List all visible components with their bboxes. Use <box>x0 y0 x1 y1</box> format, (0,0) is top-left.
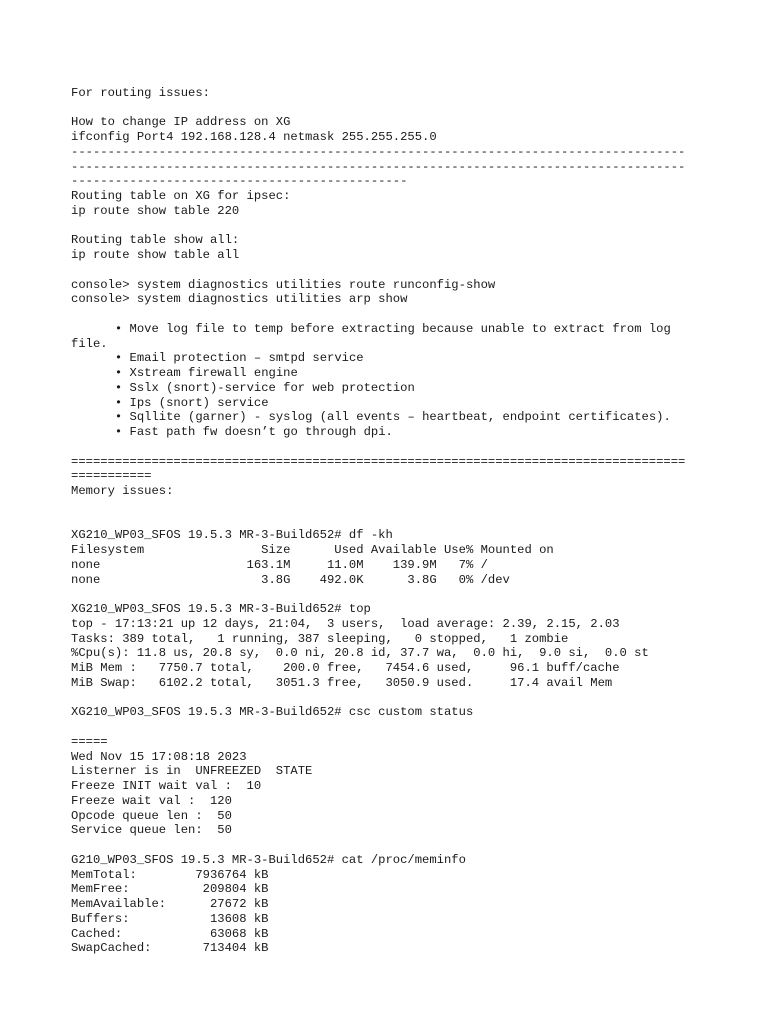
list-item <box>71 425 761 440</box>
text-line: console> system diagnostics utilities route runconfig-show <box>71 277 496 292</box>
blank-line <box>71 71 761 86</box>
list-item-text: Email protection – smtpd service <box>129 351 364 366</box>
bullet-glyph: • <box>114 425 123 439</box>
text-line: ===== <box>71 734 108 749</box>
list-item-continuation: file. <box>71 336 108 351</box>
blank-line <box>71 219 761 234</box>
text-line: %Cpu(s): 11.8 us, 20.8 sy, 0.0 ni, 20.8 id, 37.7 wa, 0.0 hi, 9.0 si, 0.0 st <box>71 646 649 661</box>
list-item <box>71 396 761 411</box>
bullet-list <box>71 322 761 440</box>
bullet-glyph: • <box>114 351 123 366</box>
text-line: How to change IP address on XG <box>71 115 291 130</box>
blank-line <box>71 307 761 322</box>
text-line: MemFree: 209804 kB <box>71 882 269 897</box>
list-item <box>71 366 761 381</box>
text-line: Service queue len: 50 <box>71 823 232 838</box>
text-line: XG210_WP03_SFOS 19.5.3 MR-3-Build652# top <box>71 602 371 616</box>
list-item-text: Sqllite (garner) - syslog (all events – heartbeat, endpoint certificates). <box>129 410 671 425</box>
text-line: Opcode queue len : 50 <box>71 808 232 823</box>
list-item-text: Move log file to temp before extracting because unable to extract from log <box>129 321 671 336</box>
text-line: For routing issues: <box>71 85 210 100</box>
text-line: Freeze wait val : 120 <box>71 793 232 808</box>
text-line: MemAvailable: 27672 kB <box>71 897 269 911</box>
list-item <box>71 381 761 396</box>
blank-line <box>71 691 761 706</box>
text-line: ------------------------------------------------------------------------------------ <box>71 144 686 159</box>
blank-line <box>71 514 761 529</box>
blank-line <box>71 499 761 514</box>
text-line: none 163.1M 11.0M 139.9M 7% / <box>71 557 488 572</box>
text-line: Buffers: 13608 kB <box>71 911 269 926</box>
routing-notes-section <box>71 71 761 322</box>
document-page <box>71 71 761 956</box>
blank-line <box>71 838 761 853</box>
text-line: ==================================================================================== <box>71 454 686 469</box>
text-line: Cached: 63068 kB <box>71 926 269 941</box>
blank-line <box>71 263 761 278</box>
list-item <box>71 351 761 366</box>
bullet-glyph: • <box>114 395 123 410</box>
text-line: SwapCached: 713404 kB <box>71 941 269 956</box>
list-item-text: Sslx (snort)-service for web protection <box>129 380 415 395</box>
text-line: ---------------------------------------------- <box>71 174 408 189</box>
text-line: Filesystem Size Used Available Use% Mounted on <box>71 543 554 557</box>
text-line: =========== <box>71 469 152 484</box>
list-item-text: Ips (snort) service <box>129 395 269 410</box>
blank-line <box>71 587 761 602</box>
list-item <box>71 410 761 425</box>
text-line: top - 17:13:21 up 12 days, 21:04, 3 users, load average: 2.39, 2.15, 2.03 <box>71 616 620 631</box>
text-line: Listerner is in UNFREEZED STATE <box>71 764 313 779</box>
text-line: MiB Mem : 7750.7 total, 200.0 free, 7454.6 used, 96.1 buff/cache <box>71 661 620 675</box>
list-item-text: Fast path fw doesn’t go through dpi. <box>129 425 393 439</box>
text-line: Tasks: 389 total, 1 running, 387 sleeping, 0 stopped, 1 zombie <box>71 631 569 646</box>
text-line: Routing table on XG for ipsec: <box>71 189 291 203</box>
list-item-text: Xstream firewall engine <box>129 366 298 380</box>
bullet-glyph: • <box>114 366 123 380</box>
bullet-glyph: • <box>114 321 123 336</box>
text-line: XG210_WP03_SFOS 19.5.3 MR-3-Build652# df -kh <box>71 528 393 543</box>
list-item <box>71 322 761 337</box>
memory-notes-section <box>71 440 761 956</box>
text-line: ip route show table 220 <box>71 203 240 218</box>
text-line: XG210_WP03_SFOS 19.5.3 MR-3-Build652# csc custom status <box>71 705 474 720</box>
text-line: Freeze INIT wait val : 10 <box>71 779 262 793</box>
text-line: none 3.8G 492.0K 3.8G 0% /dev <box>71 572 510 587</box>
blank-line <box>71 440 761 455</box>
text-line: Memory issues: <box>71 484 174 498</box>
bullet-glyph: • <box>114 410 123 425</box>
bullet-glyph: • <box>114 380 123 395</box>
text-line: G210_WP03_SFOS 19.5.3 MR-3-Build652# cat /proc/meminfo <box>71 852 466 867</box>
text-line: ifconfig Port4 192.168.128.4 netmask 255.255.255.0 <box>71 130 437 144</box>
text-line: ------------------------------------------------------------------------------------ <box>71 159 686 174</box>
text-line: Routing table show all: <box>71 233 240 248</box>
text-line: ip route show table all <box>71 248 240 262</box>
text-line: Wed Nov 15 17:08:18 2023 <box>71 749 247 764</box>
text-line: console> system diagnostics utilities arp show <box>71 292 408 307</box>
blank-line <box>71 720 761 735</box>
text-line: MiB Swap: 6102.2 total, 3051.3 free, 3050.9 used. 17.4 avail Mem <box>71 675 613 690</box>
blank-line <box>71 101 761 116</box>
text-line: MemTotal: 7936764 kB <box>71 867 269 882</box>
